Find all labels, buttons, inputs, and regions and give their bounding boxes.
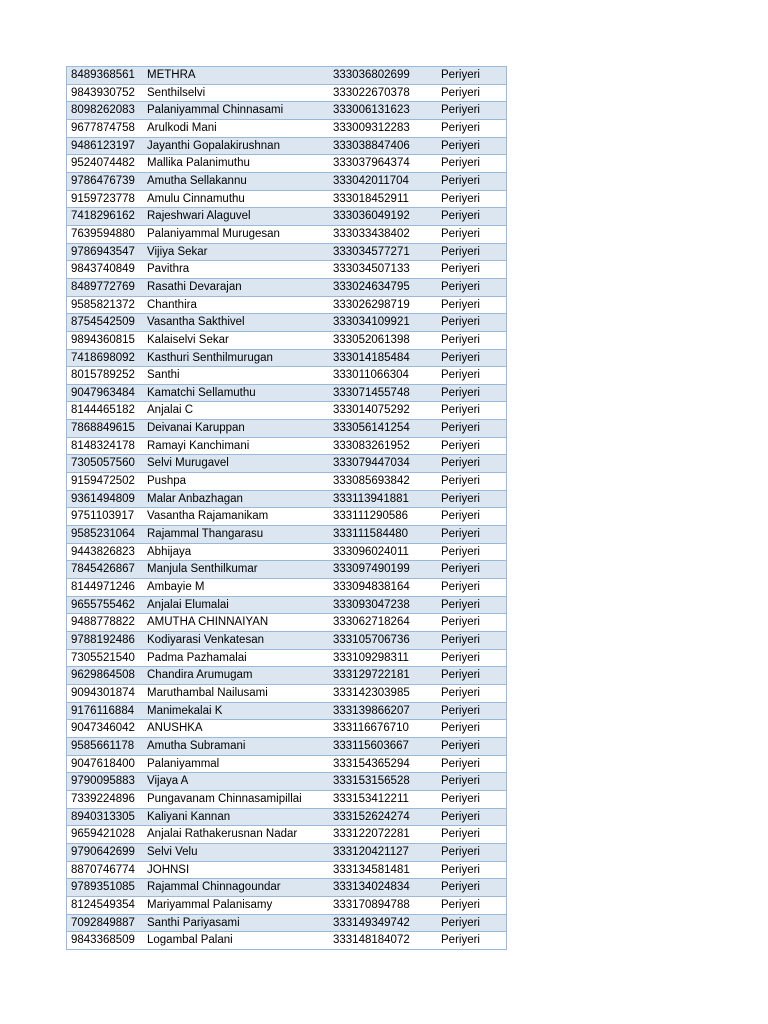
table-row — [67, 666, 506, 684]
phone-cell: 9361494809 — [71, 492, 135, 505]
table-row — [67, 507, 506, 525]
table-row — [67, 225, 506, 243]
phone-cell: 8124549354 — [71, 898, 135, 911]
phone-cell: 9047618400 — [71, 757, 135, 770]
place-cell: Periyeri — [441, 69, 480, 81]
id-cell: 333026298719 — [333, 298, 410, 311]
name-cell: Kalaiselvi Sekar — [147, 333, 229, 346]
phone-cell: 7418296162 — [71, 210, 135, 223]
id-cell: 333129722181 — [333, 669, 410, 682]
place-cell: Periyeri — [441, 404, 480, 417]
phone-cell: 9659421028 — [71, 828, 135, 841]
table-row — [67, 525, 506, 543]
phone-cell: 8489772769 — [71, 280, 135, 293]
table-row — [67, 278, 506, 296]
phone-cell: 9677874758 — [71, 121, 135, 134]
phone-cell: 9176116884 — [71, 704, 135, 717]
id-cell: 333071455748 — [333, 386, 410, 399]
phone-cell: 9843930752 — [71, 86, 135, 99]
name-cell: Mallika Palanimuthu — [147, 157, 250, 170]
phone-cell: 8015789252 — [71, 369, 135, 382]
id-cell: 333038847406 — [333, 139, 410, 152]
id-cell: 333036802699 — [333, 69, 410, 81]
table-row — [67, 543, 506, 561]
phone-cell: 8870746774 — [71, 863, 135, 876]
phone-cell: 9789351085 — [71, 881, 135, 894]
table-row — [67, 772, 506, 790]
name-cell: Mariyammal Palanisamy — [147, 898, 273, 911]
place-cell: Periyeri — [441, 263, 480, 276]
id-cell: 333014185484 — [333, 351, 410, 364]
table-row — [67, 490, 506, 508]
phone-cell: 9486123197 — [71, 139, 135, 152]
table-row — [67, 719, 506, 737]
table-row — [67, 401, 506, 419]
id-cell: 333153412211 — [333, 792, 409, 805]
name-cell: Chanthira — [147, 298, 197, 311]
place-cell: Periyeri — [441, 757, 480, 770]
table-row — [67, 331, 506, 349]
name-cell: Ramayi Kanchimani — [147, 439, 250, 452]
place-cell: Periyeri — [441, 245, 480, 258]
phone-cell: 7639594880 — [71, 227, 135, 240]
name-cell: Amutha Subramani — [147, 739, 246, 752]
place-cell: Periyeri — [441, 704, 480, 717]
name-cell: Vasantha Sakthivel — [147, 316, 245, 329]
phone-cell: 9047963484 — [71, 386, 135, 399]
name-cell: Selvi Velu — [147, 845, 198, 858]
phone-cell: 7868849615 — [71, 422, 135, 435]
place-cell: Periyeri — [441, 528, 480, 541]
name-cell: Padma Pazhamalai — [147, 651, 247, 664]
table-row — [67, 243, 506, 261]
place-cell: Periyeri — [441, 598, 480, 611]
table-row — [67, 755, 506, 773]
id-cell: 333079447034 — [333, 457, 410, 470]
id-cell: 333062718264 — [333, 616, 410, 629]
id-cell: 333153156528 — [333, 775, 410, 788]
id-cell: 333056141254 — [333, 422, 410, 435]
name-cell: Palaniyammal — [147, 757, 220, 770]
table-row — [67, 101, 506, 119]
table-row — [67, 366, 506, 384]
id-cell: 333096024011 — [333, 545, 409, 558]
table-row — [67, 790, 506, 808]
table-row — [67, 419, 506, 437]
id-cell: 333034507133 — [333, 263, 410, 276]
place-cell: Periyeri — [441, 492, 480, 505]
id-cell: 333022670378 — [333, 86, 410, 99]
table-row — [67, 207, 506, 225]
id-cell: 333134581481 — [333, 863, 410, 876]
phone-cell: 9585661178 — [71, 739, 135, 752]
place-cell: Periyeri — [441, 192, 480, 205]
name-cell: Kodiyarasi Venkatesan — [147, 634, 264, 646]
place-cell: Periyeri — [441, 545, 480, 558]
phone-cell: 9488778822 — [71, 616, 135, 629]
id-cell: 333083261952 — [333, 439, 410, 452]
id-cell: 333120421127 — [333, 845, 409, 858]
phone-cell: 9094301874 — [71, 686, 135, 699]
phone-cell: 8144971246 — [71, 581, 135, 594]
name-cell: Vijiya Sekar — [147, 245, 208, 258]
name-cell: Malar Anbazhagan — [147, 492, 243, 505]
place-cell: Periyeri — [441, 810, 480, 823]
id-cell: 333109298311 — [333, 651, 409, 664]
place-cell: Periyeri — [441, 792, 480, 805]
phone-cell: 7092849887 — [71, 916, 135, 929]
name-cell: Jayanthi Gopalakirushnan — [147, 139, 280, 152]
name-cell: JOHNSI — [147, 863, 190, 876]
phone-cell: 9790642699 — [71, 845, 135, 858]
id-cell: 333034109921 — [333, 316, 410, 329]
table-row — [67, 578, 506, 596]
phone-cell: 7418698092 — [71, 351, 135, 364]
table-row — [67, 825, 506, 843]
id-cell: 333154365294 — [333, 757, 410, 770]
place-cell: Periyeri — [441, 280, 480, 293]
table-row — [67, 560, 506, 578]
place-cell: Periyeri — [441, 581, 480, 594]
name-cell: Santhi Pariyasami — [147, 916, 240, 929]
beneficiary-table — [66, 66, 507, 950]
name-cell: METHRA — [147, 69, 196, 81]
table-row — [67, 454, 506, 472]
id-cell: 333116676710 — [333, 722, 409, 735]
id-cell: 333014075292 — [333, 404, 410, 417]
phone-cell: 9786476739 — [71, 174, 135, 187]
place-cell: Periyeri — [441, 722, 480, 735]
name-cell: Anjalai Elumalai — [147, 598, 229, 611]
id-cell: 333152624274 — [333, 810, 410, 823]
place-cell: Periyeri — [441, 651, 480, 664]
place-cell: Periyeri — [441, 457, 480, 470]
name-cell: Arulkodi Mani — [147, 121, 217, 134]
phone-cell: 9585231064 — [71, 528, 135, 541]
phone-cell: 9786943547 — [71, 245, 135, 258]
name-cell: Deivanai Karuppan — [147, 422, 245, 435]
table-row — [67, 119, 506, 137]
table-row — [67, 684, 506, 702]
table-row — [67, 437, 506, 455]
id-cell: 333149349742 — [333, 916, 410, 929]
name-cell: Rajeshwari Alaguvel — [147, 210, 251, 223]
phone-cell: 9159723778 — [71, 192, 135, 205]
table-row — [67, 702, 506, 720]
phone-cell: 8940313305 — [71, 810, 135, 823]
name-cell: Rasathi Devarajan — [147, 280, 242, 293]
name-cell: Amulu Cinnamuthu — [147, 192, 245, 205]
place-cell: Periyeri — [441, 422, 480, 435]
name-cell: Rajammal Chinnagoundar — [147, 881, 281, 894]
name-cell: Ambayie M — [147, 581, 205, 594]
name-cell: Palaniyammal Murugesan — [147, 227, 280, 240]
place-cell: Periyeri — [441, 351, 480, 364]
name-cell: Logambal Palani — [147, 934, 233, 947]
phone-cell: 9751103917 — [71, 510, 135, 523]
name-cell: Pungavanam Chinnasamipillai — [147, 792, 302, 805]
place-cell: Periyeri — [441, 510, 480, 523]
id-cell: 333036049192 — [333, 210, 410, 223]
table-row — [67, 66, 506, 84]
id-cell: 333113941881 — [333, 492, 409, 505]
id-cell: 333052061398 — [333, 333, 410, 346]
name-cell: Vasantha Rajamanikam — [147, 510, 269, 523]
name-cell: Maruthambal Nailusami — [147, 686, 268, 699]
id-cell: 333011066304 — [333, 369, 409, 382]
table-row — [67, 472, 506, 490]
id-cell: 333018452911 — [333, 192, 409, 205]
id-cell: 333115603667 — [333, 739, 409, 752]
table-row — [67, 914, 506, 932]
table-row — [67, 843, 506, 861]
place-cell: Periyeri — [441, 104, 480, 117]
id-cell: 333085693842 — [333, 475, 410, 488]
name-cell: Vijaya A — [147, 775, 189, 788]
place-cell: Periyeri — [441, 898, 480, 911]
name-cell: Selvi Murugavel — [147, 457, 229, 470]
name-cell: Santhi — [147, 369, 180, 382]
table-row — [67, 154, 506, 172]
phone-cell: 7339224896 — [71, 792, 135, 805]
place-cell: Periyeri — [441, 563, 480, 576]
phone-cell: 8144465182 — [71, 404, 135, 417]
id-cell: 333139866207 — [333, 704, 410, 717]
table-row — [67, 190, 506, 208]
name-cell: Pushpa — [147, 475, 187, 488]
table-row — [67, 613, 506, 631]
place-cell: Periyeri — [441, 121, 480, 134]
id-cell: 333111584480 — [333, 528, 409, 541]
place-cell: Periyeri — [441, 139, 480, 152]
place-cell: Periyeri — [441, 369, 480, 382]
phone-cell: 9443826823 — [71, 545, 135, 558]
place-cell: Periyeri — [441, 86, 480, 99]
place-cell: Periyeri — [441, 845, 480, 858]
id-cell: 333034577271 — [333, 245, 410, 258]
phone-cell: 9159472502 — [71, 475, 135, 488]
name-cell: Manjula Senthilkumar — [147, 563, 258, 576]
phone-cell: 7305521540 — [71, 651, 135, 664]
name-cell: Senthilselvi — [147, 86, 206, 99]
table-row — [67, 260, 506, 278]
place-cell: Periyeri — [441, 934, 480, 947]
id-cell: 333024634795 — [333, 280, 410, 293]
phone-cell: 9843740849 — [71, 263, 135, 276]
place-cell: Periyeri — [441, 210, 480, 223]
place-cell: Periyeri — [441, 739, 480, 752]
phone-cell: 7305057560 — [71, 457, 135, 470]
phone-cell: 9629864508 — [71, 669, 135, 682]
id-cell: 333094838164 — [333, 581, 410, 594]
id-cell: 333134024834 — [333, 881, 410, 894]
id-cell: 333148184072 — [333, 934, 410, 947]
id-cell: 333170894788 — [333, 898, 410, 911]
name-cell: Anjalai Rathakerusnan Nadar — [147, 828, 298, 841]
name-cell: Rajammal Thangarasu — [147, 528, 264, 541]
table-row — [67, 384, 506, 402]
name-cell: Manimekalai K — [147, 704, 223, 717]
phone-cell: 9047346042 — [71, 722, 135, 735]
place-cell: Periyeri — [441, 333, 480, 346]
table-row — [67, 631, 506, 649]
table-row — [67, 808, 506, 826]
table-row — [67, 137, 506, 155]
table-row — [67, 878, 506, 896]
id-cell: 333097490199 — [333, 563, 410, 576]
place-cell: Periyeri — [441, 157, 480, 170]
name-cell: Anjalai C — [147, 404, 194, 417]
id-cell: 333105706736 — [333, 634, 410, 646]
name-cell: Amutha Sellakannu — [147, 174, 247, 187]
name-cell: Abhijaya — [147, 545, 192, 558]
name-cell: Palaniyammal Chinnasami — [147, 104, 284, 117]
place-cell: Periyeri — [441, 174, 480, 187]
phone-cell: 8489368561 — [71, 69, 135, 81]
id-cell: 333111290586 — [333, 510, 409, 523]
table-row — [67, 649, 506, 667]
id-cell: 333009312283 — [333, 121, 410, 134]
id-cell: 333006131623 — [333, 104, 410, 117]
phone-cell: 9585821372 — [71, 298, 135, 311]
table-row — [67, 172, 506, 190]
place-cell: Periyeri — [441, 316, 480, 329]
id-cell: 333042011704 — [333, 174, 409, 187]
place-cell: Periyeri — [441, 386, 480, 399]
table-row — [67, 296, 506, 314]
phone-cell: 9894360815 — [71, 333, 135, 346]
phone-cell: 9655755462 — [71, 598, 135, 611]
name-cell: Kasthuri Senthilmurugan — [147, 351, 273, 364]
place-cell: Periyeri — [441, 298, 480, 311]
table-row — [67, 931, 506, 949]
table-row — [67, 861, 506, 879]
table-row — [67, 349, 506, 367]
place-cell: Periyeri — [441, 686, 480, 699]
phone-cell: 7845426867 — [71, 563, 135, 576]
place-cell: Periyeri — [441, 475, 480, 488]
place-cell: Periyeri — [441, 828, 480, 841]
name-cell: AMUTHA CHINNAIYAN — [147, 616, 269, 629]
place-cell: Periyeri — [441, 634, 480, 646]
name-cell: Kaliyani Kannan — [147, 810, 231, 823]
place-cell: Periyeri — [441, 775, 480, 788]
phone-cell: 8098262083 — [71, 104, 135, 117]
id-cell: 333093047238 — [333, 598, 410, 611]
phone-cell: 9790095883 — [71, 775, 135, 788]
place-cell: Periyeri — [441, 439, 480, 452]
table-row — [67, 737, 506, 755]
name-cell: ANUSHKA — [147, 722, 203, 735]
name-cell: Chandira Arumugam — [147, 669, 253, 682]
id-cell: 333142303985 — [333, 686, 410, 699]
table-row — [67, 896, 506, 914]
id-cell: 333033438402 — [333, 227, 410, 240]
phone-cell: 9843368509 — [71, 934, 135, 947]
name-cell: Kamatchi Sellamuthu — [147, 386, 256, 399]
place-cell: Periyeri — [441, 916, 480, 929]
place-cell: Periyeri — [441, 227, 480, 240]
phone-cell: 8148324178 — [71, 439, 135, 452]
place-cell: Periyeri — [441, 881, 480, 894]
table-row — [67, 313, 506, 331]
place-cell: Periyeri — [441, 863, 480, 876]
place-cell: Periyeri — [441, 616, 480, 629]
place-cell: Periyeri — [441, 669, 480, 682]
phone-cell: 8754542509 — [71, 316, 135, 329]
id-cell: 333122072281 — [333, 828, 410, 841]
id-cell: 333037964374 — [333, 157, 410, 170]
table-row — [67, 84, 506, 102]
name-cell: Pavithra — [147, 263, 190, 276]
table-row — [67, 596, 506, 614]
phone-cell: 9524074482 — [71, 157, 135, 170]
phone-cell: 9788192486 — [71, 634, 135, 646]
